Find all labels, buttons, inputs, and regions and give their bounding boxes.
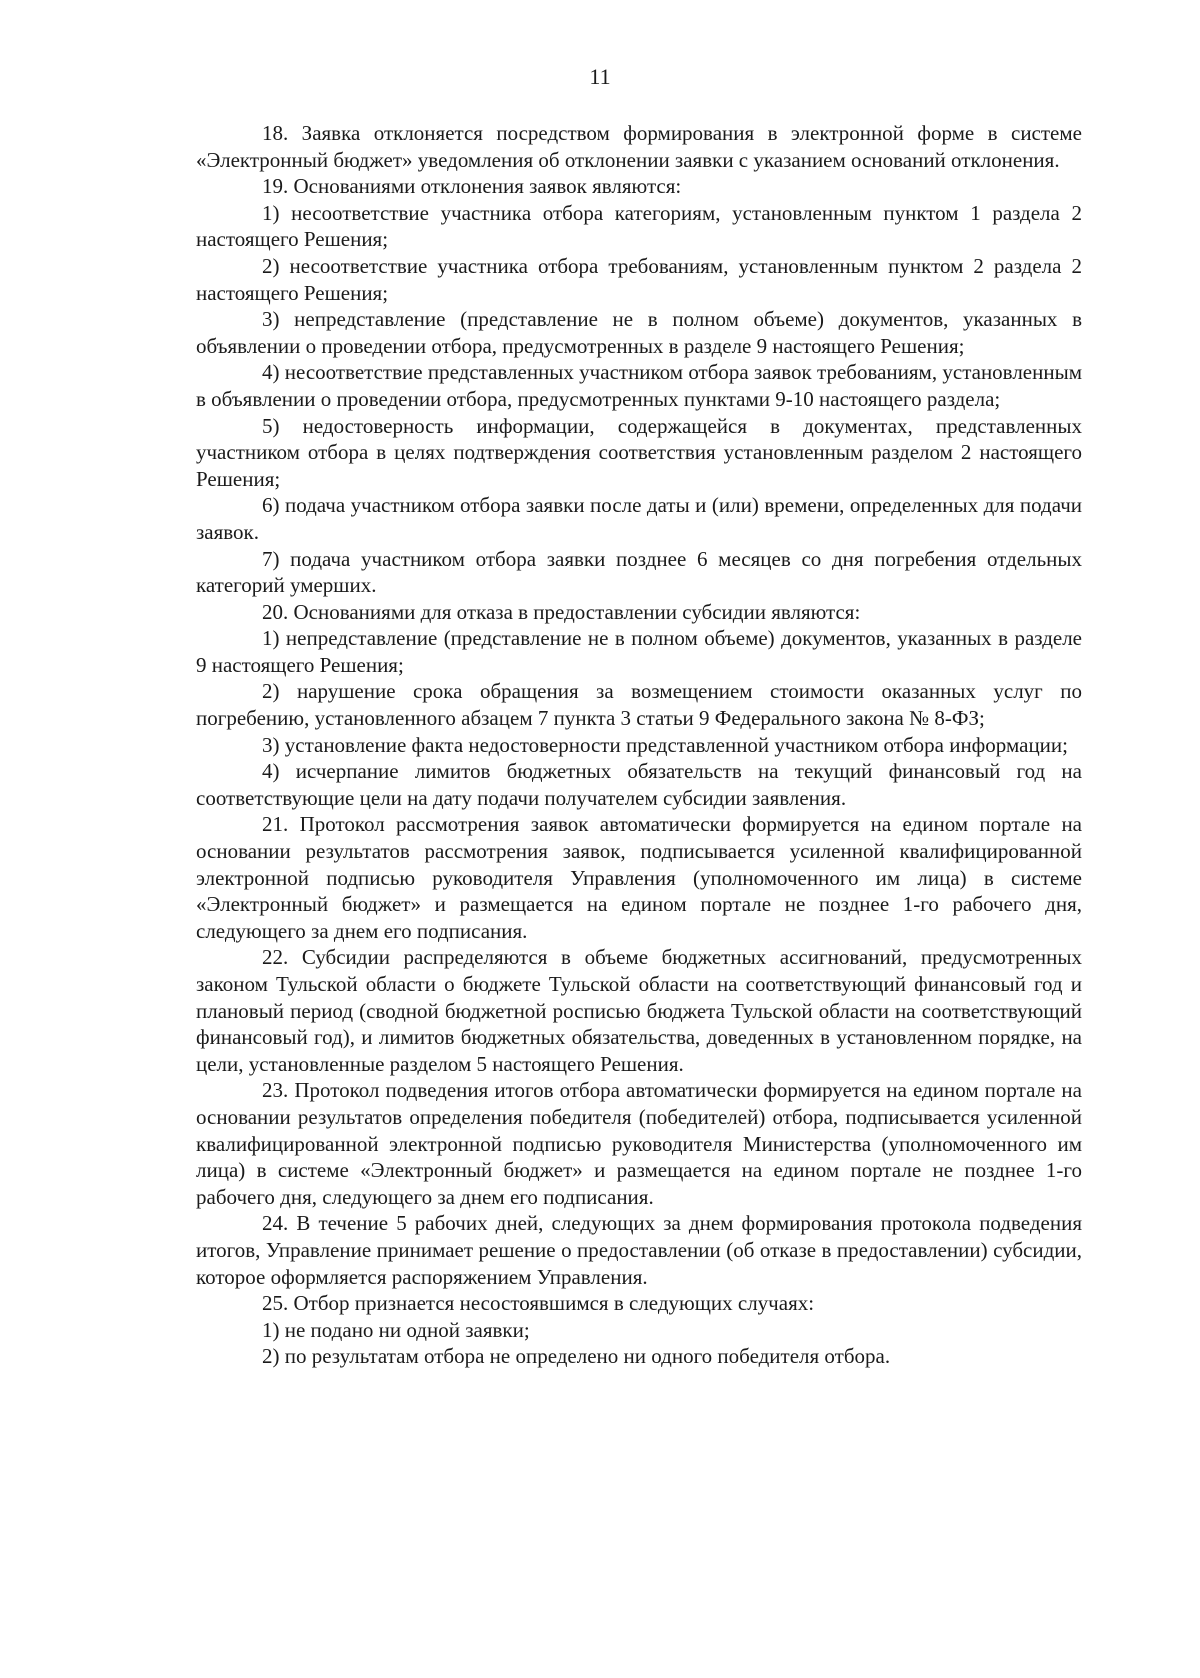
paragraph-20-item-3: 3) установление факта недостоверности представленной участником отбора информации; <box>262 732 1068 757</box>
paragraph-19-item-3: 3) непредставление (представление не в полном объеме) документов, указанных в объявлении о проведении отбора, предусмотренных в разделе 9 настоящего Решения; <box>196 307 1082 358</box>
paragraph-24: 24. В течение 5 рабочих дней, следующих за днем формирования протокола подведения итогов, Управление принимает решение о предоставлении (об отказе в предоставлении) субсидии, которое оформляется распоряжением Управления. <box>196 1211 1082 1289</box>
paragraph-23: 23. Протокол подведения итогов отбора автоматически формируется на едином портале на основании результатов определения победителя (победителей) отбора, подписывается усиленной квалифицированной электронной подписью руководителя Министерства (уполномоченного им лица) в системе «Электронный бюджет» и размещается на едином портале не позднее 1-го рабочего дня, следующего за днем его подписания. <box>196 1078 1082 1209</box>
paragraph-19-item-4: 4) несоответствие представленных участником отбора заявок требованиям, установленным в объявлении о проведении отбора, предусмотренных пунктами 9-10 настоящего раздела; <box>196 360 1082 411</box>
paragraph-19-item-5: 5) недостоверность информации, содержащейся в документах, представленных участником отбора в целях подтверждения соответствия установленным разделом 2 настоящего Решения; <box>196 413 1082 491</box>
paragraph-20: 20. Основаниями для отказа в предоставлении субсидии являются: <box>262 599 861 624</box>
paragraph-25-item-2: 2) по результатам отбора не определено ни одного победителя отбора. <box>262 1344 891 1369</box>
paragraph-20-item-2: 2) нарушение срока обращения за возмещением стоимости оказанных услуг по погребению, установленного абзацем 7 пункта 3 статьи 9 Федерального закона № 8-ФЗ; <box>196 679 1082 731</box>
paragraph-19-item-1: 1) несоответствие участника отбора категориям, установленным пунктом 1 раздела 2 настоящего Решения; <box>196 200 1082 252</box>
document-body <box>196 120 1082 1370</box>
paragraph-20-item-4: 4) исчерпание лимитов бюджетных обязательств на текущий финансовый год на соответствующие цели на дату подачи получателем субсидии заявления. <box>196 759 1082 810</box>
paragraph-19-item-6: 6) подача участником отбора заявки после даты и (или) времени, определенных для подачи заявок. <box>196 493 1082 544</box>
paragraph-20-item-1: 1) непредставление (представление не в полном объеме) документов, указанных в разделе 9 настоящего Решения; <box>196 626 1082 677</box>
paragraph-19: 19. Основаниями отклонения заявок являются: <box>262 174 682 199</box>
paragraph-25: 25. Отбор признается несостоявшимся в следующих случаях: <box>262 1291 815 1316</box>
paragraph-25-item-1: 1) не подано ни одной заявки; <box>262 1317 530 1342</box>
page-number: 11 <box>589 64 611 89</box>
paragraph-19-item-7: 7) подача участником отбора заявки позднее 6 месяцев со дня погребения отдельных категорий умерших. <box>196 546 1082 598</box>
paragraph-18: 18. Заявка отклоняется посредством формирования в электронной форме в системе «Электронный бюджет» уведомления об отклонении заявки с указанием оснований отклонения. <box>196 121 1082 172</box>
paragraph-19-item-2: 2) несоответствие участника отбора требованиям, установленным пунктом 2 раздела 2 настоящего Решения; <box>196 253 1082 305</box>
paragraph-21: 21. Протокол рассмотрения заявок автоматически формируется на едином портале на основании результатов рассмотрения заявок, подписывается усиленной квалифицированной электронной подписью руководителя Управления (уполномоченного им лица) в системе «Электронный бюджет» и размещается на едином портале не позднее 1-го рабочего дня, следующего за днем его подписания. <box>196 812 1082 943</box>
paragraph-22: 22. Субсидии распределяются в объеме бюджетных ассигнований, предусмотренных законом Тульской области о бюджете Тульской области на соответствующий финансовый год и плановый период (сводной бюджетной росписью бюджета Тульской области на соответствующий финансовый год), и лимитов бюджетных обязательства, доведенных в установленном порядке, на цели, установленные разделом 5 настоящего Решения. <box>196 945 1082 1076</box>
